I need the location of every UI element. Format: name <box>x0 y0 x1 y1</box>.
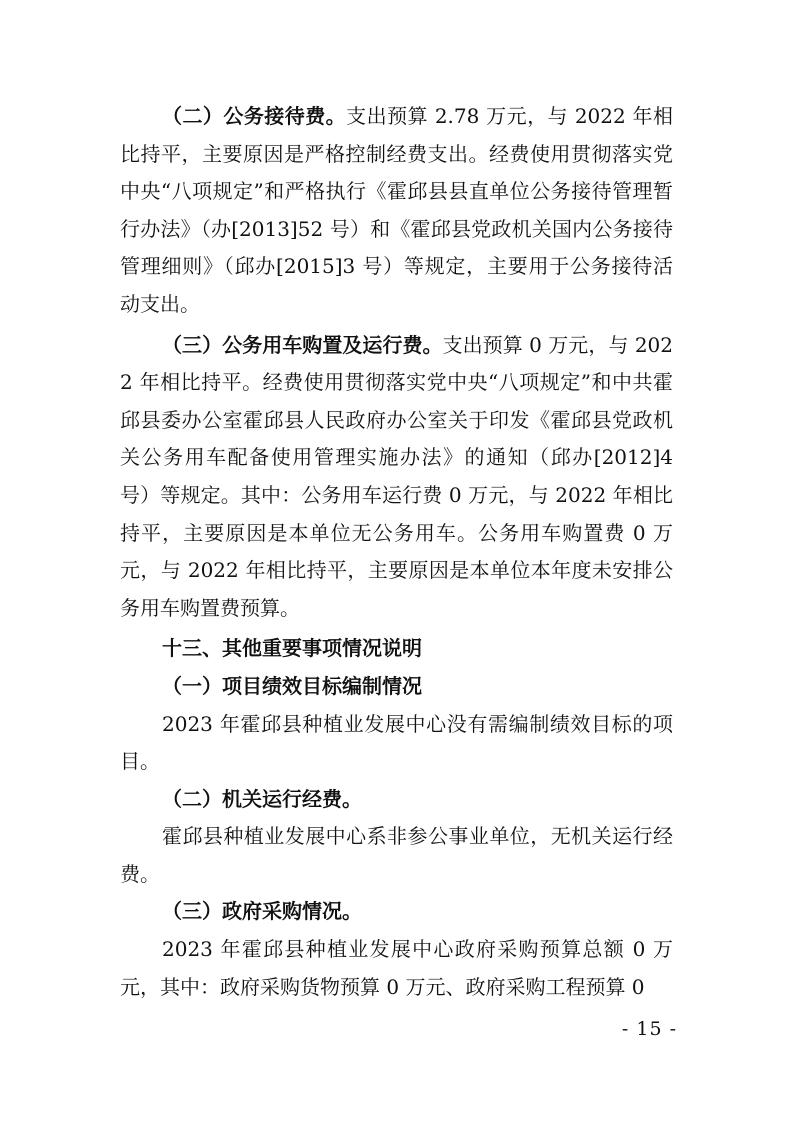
vehicle-expense-paragraph <box>120 327 673 628</box>
procurement-text: 2023 年霍邱县种植业发展中心政府采购预算总额 0 万元，其中：政府采购货物预算 0 万元、政府采购工程预算 0 <box>120 937 673 999</box>
performance-heading: （一）项目绩效目标编制情况 <box>162 673 422 698</box>
section-thirteen-title: 十三、其他重要事项情况说明 <box>162 636 422 661</box>
vehicle-expense-text: 支出预算 0 万元，与 2022 年相比持平。经费使用贯彻落实党中央“八项规定”和中共霍邱县委办公室霍邱县人民政府办公室关于印发《霍邱县党政机关公务用车配备使用管理实施办法》的通知（邱办[2012]4 号）等规定。其中：公务用车运行费 0 万元，与 2022 年相比持平，主要原因是本单位无公务用车。公务用车购置费 0 万元，与 2022 年相比持平，主要原因是本单位本年度未安排公务用车购置费预算。 <box>120 332 673 620</box>
page-number: - 15 - <box>621 1018 677 1040</box>
vehicle-expense-heading: （三）公务用车购置及运行费。 <box>162 332 443 357</box>
reception-expense-heading: （二）公务接待费。 <box>162 104 347 128</box>
document-body <box>120 98 673 1006</box>
procurement-heading: （三）政府采购情况。 <box>162 899 362 924</box>
operating-cost-heading: （二）机关运行经费。 <box>162 786 362 811</box>
reception-expense-text: 支出预算 2.78 万元，与 2022 年相比持平，主要原因是严格控制经费支出。经费使用贯彻落实党中央“八项规定”和严格执行《霍邱县县直单位公务接待管理暂行办法》（办[2013]52 号）和《霍邱县党政机关国内公务接待管理细则》（邱办[2015]3 号）等规定，主要用于公务接待活动支出。 <box>120 104 674 316</box>
performance-text: 2023 年霍邱县种植业发展中心没有需编制绩效目标的项目。 <box>120 711 673 774</box>
operating-cost-text: 霍邱县种植业发展中心系非参公事业单位，无机关运行经费。 <box>120 824 673 886</box>
reception-expense-paragraph <box>120 98 673 324</box>
